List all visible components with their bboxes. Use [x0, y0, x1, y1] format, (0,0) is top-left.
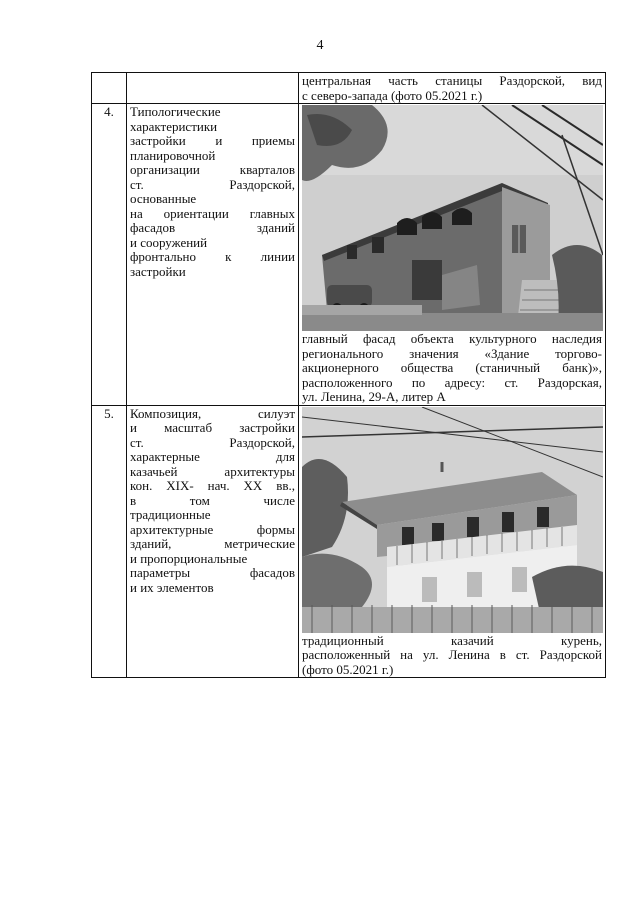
description-line: основанные [130, 191, 197, 206]
table-row [92, 405, 606, 678]
description-line: и их элементов [130, 579, 214, 595]
kuren-house-photo [302, 407, 603, 633]
row-illustration-cell [299, 73, 606, 104]
description-line: традиционные [130, 507, 211, 522]
description-line: планировочной [130, 147, 216, 163]
row-number-cell [92, 73, 127, 104]
description-line: кон. XIX- нач. XX вв., [130, 478, 295, 493]
caption-line: акционерного общества (станичный банк)», [302, 360, 602, 375]
caption-line: главный фасад объекта культурного наследия [302, 331, 602, 346]
description-line: ст. Раздорской, [130, 176, 295, 192]
description-line: ст. Раздорской, [130, 434, 295, 450]
caption-line: с северо-запада (фото 05.2021 г.) [302, 87, 483, 103]
description-line: организации кварталов [130, 162, 295, 177]
row-description-cell [127, 73, 299, 104]
description-line: в том числе [130, 492, 295, 508]
description-line: и масштаб застройки [130, 420, 295, 435]
description-line: характерные для [130, 449, 295, 464]
caption-line: расположенный на ул. Ленина в ст. Раздорской [302, 647, 602, 662]
description-line: фронтально к линии [130, 249, 295, 264]
bank-building-image [302, 105, 603, 331]
row-description-cell [127, 104, 299, 406]
table-row [92, 104, 606, 406]
row-illustration-cell [299, 405, 606, 678]
table-row [92, 73, 606, 104]
description-line: застройки и приемы [130, 133, 295, 148]
caption-line: традиционный казачий курень, [302, 632, 602, 648]
description-line: застройки [130, 263, 186, 279]
row-description-cell [127, 405, 299, 678]
description-line: Типологические [130, 104, 221, 119]
caption-line: расположенного по адресу: ст. Раздорская, [302, 374, 602, 390]
caption-line: центральная часть станицы Раздорской, вид [302, 73, 602, 88]
page-number: 4 [316, 38, 324, 53]
description-line: зданий, метрические [130, 536, 295, 551]
row-number-cell: 4. [92, 104, 127, 406]
description-line: параметры фасадов [130, 565, 295, 580]
description-line: архитектурные формы [130, 521, 295, 537]
description-line: и сооружений [130, 234, 208, 250]
description-line: фасадов зданий [130, 220, 295, 235]
description-line: характеристики [130, 118, 218, 134]
bank-building-photo [302, 105, 603, 331]
caption-line: ул. Ленина, 29-А, литер А [302, 389, 446, 404]
caption-line: регионального значения «Здание торгово- [302, 345, 602, 361]
description-line: и пропорциональные [130, 550, 248, 566]
row-illustration-cell [299, 104, 606, 406]
kuren-house-image [302, 407, 603, 633]
caption-line: (фото 05.2021 г.) [302, 661, 394, 677]
document-table [91, 72, 606, 678]
row-number-cell: 5. [92, 405, 127, 678]
description-line: казачьей архитектуры [130, 463, 295, 479]
description-line: на ориентации главных [130, 205, 295, 221]
description-line: Композиция, силуэт [130, 405, 295, 421]
